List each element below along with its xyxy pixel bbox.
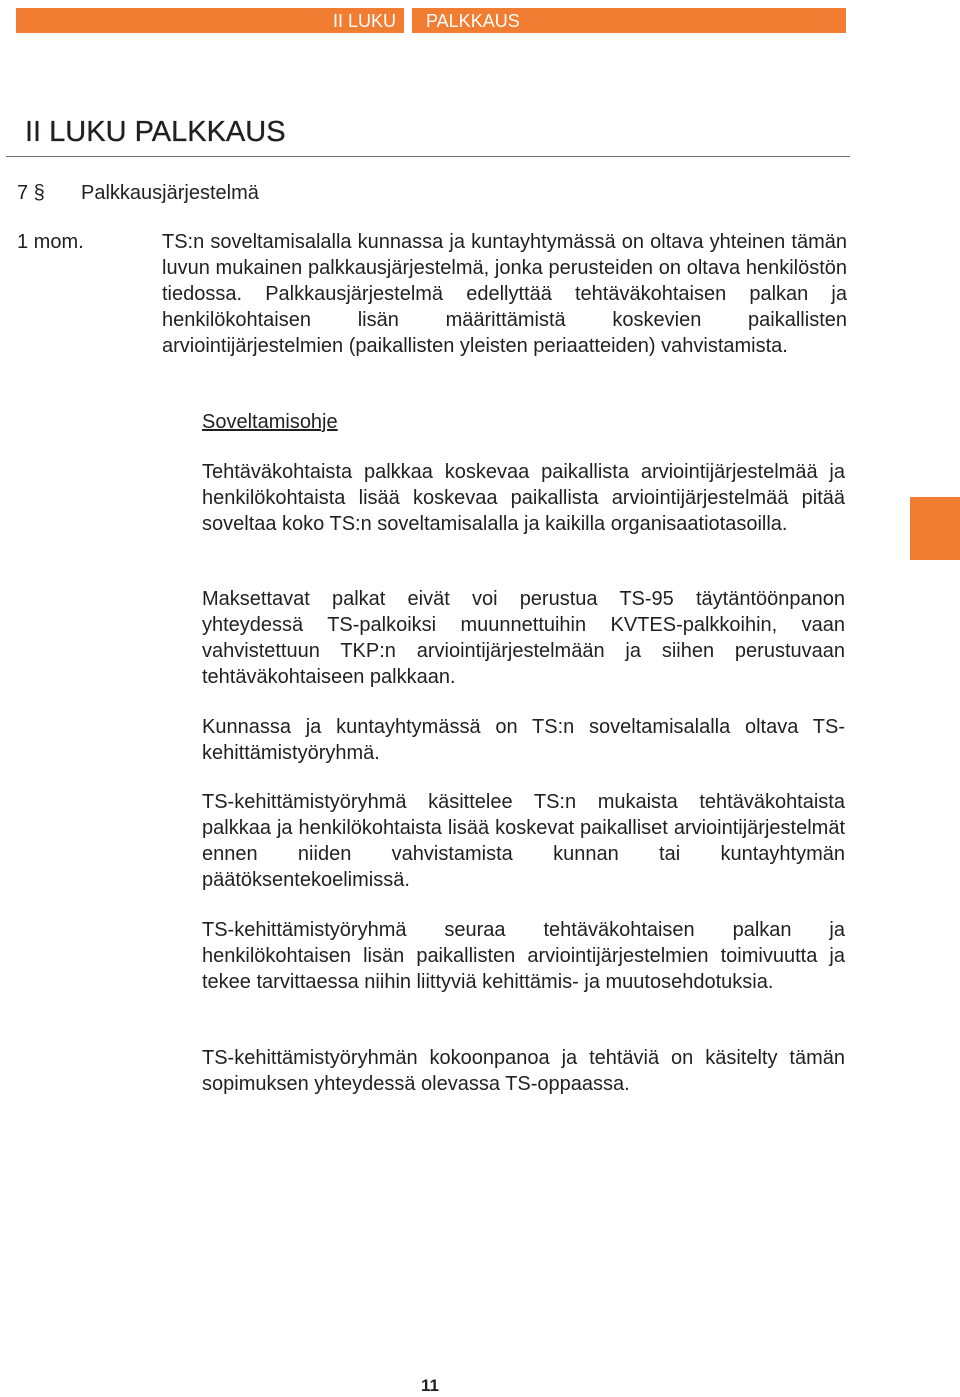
section-title: Palkkausjärjestelmä bbox=[81, 182, 259, 204]
page-title: II LUKU PALKKAUS bbox=[25, 116, 286, 148]
guidance-heading: Soveltamisohje bbox=[202, 411, 338, 433]
guidance-paragraph: Tehtäväkohtaista palkkaa koskevaa paikallista arviointijärjestelmää ja henkilökohtaista lisää koskevaa paikallista arviointijärjestelmää pitää soveltaa koko TS:n soveltamisalalla ja kaikilla organisaatiotasoilla. bbox=[202, 461, 845, 535]
guidance-paragraph: TS-kehittämistyöryhmä seuraa tehtäväkohtaisen palkan ja henkilökohtaisen lisän paikallisten arviointijärjestelmien toimivuutta ja tekee tarvittaessa niihin liittyviä kehittämis- ja muutosehdotuksia. bbox=[202, 919, 845, 993]
section-number: 7 § bbox=[17, 182, 45, 204]
moment-label: 1 mom. bbox=[17, 231, 84, 253]
guidance-paragraph: TS-kehittämistyöryhmä käsittelee TS:n mukaista tehtäväkohtaista palkkaa ja henkilökohtaista lisää koskevat paikalliset arviointijärjestelmät ennen niiden vahvistamista kunnan tai kuntayhtymän päätöksentekoelimissä. bbox=[202, 791, 845, 891]
header-chapter-tab bbox=[16, 8, 404, 33]
moment-text: TS:n soveltamisalalla kunnassa ja kuntayhtymässä on oltava yhteinen tämän luvun mukainen palkkausjärjestelmä, jonka perusteiden on oltava henkilöstön tiedossa. Palkkausjärjestelmä edellyttää tehtäväkohtaisen palkan ja henkilökohtaisen lisän määrittämistä koskevien paikallisten arviointijärjestelmien (paikallisten yleisten periaatteiden) vahvistamista. bbox=[162, 231, 847, 357]
header-section-label: PALKKAUS bbox=[426, 11, 520, 31]
title-divider bbox=[6, 156, 850, 157]
header-chapter-label: II LUKU bbox=[332, 11, 396, 31]
guidance-paragraph: TS-kehittämistyöryhmän kokoonpanoa ja tehtäviä on käsitelty tämän sopimuksen yhteydessä olevassa TS-oppaassa. bbox=[202, 1047, 845, 1095]
chapter-side-marker bbox=[910, 497, 960, 560]
guidance-paragraph: Kunnassa ja kuntayhtymässä on TS:n soveltamisalalla oltava TS-kehittämistyöryhmä. bbox=[202, 716, 845, 764]
page-number: 11 bbox=[421, 1376, 439, 1395]
guidance-paragraph: Maksettavat palkat eivät voi perustua TS-95 täytäntöönpanon yhteydessä TS-palkoiksi muunnettuihin KVTES-palkkoihin, vaan vahvistettuun TKP:n arviointijärjestelmään ja siihen perustuvaan tehtäväkohtaiseen palkkaan. bbox=[202, 588, 845, 688]
header-section-tab bbox=[412, 8, 846, 33]
